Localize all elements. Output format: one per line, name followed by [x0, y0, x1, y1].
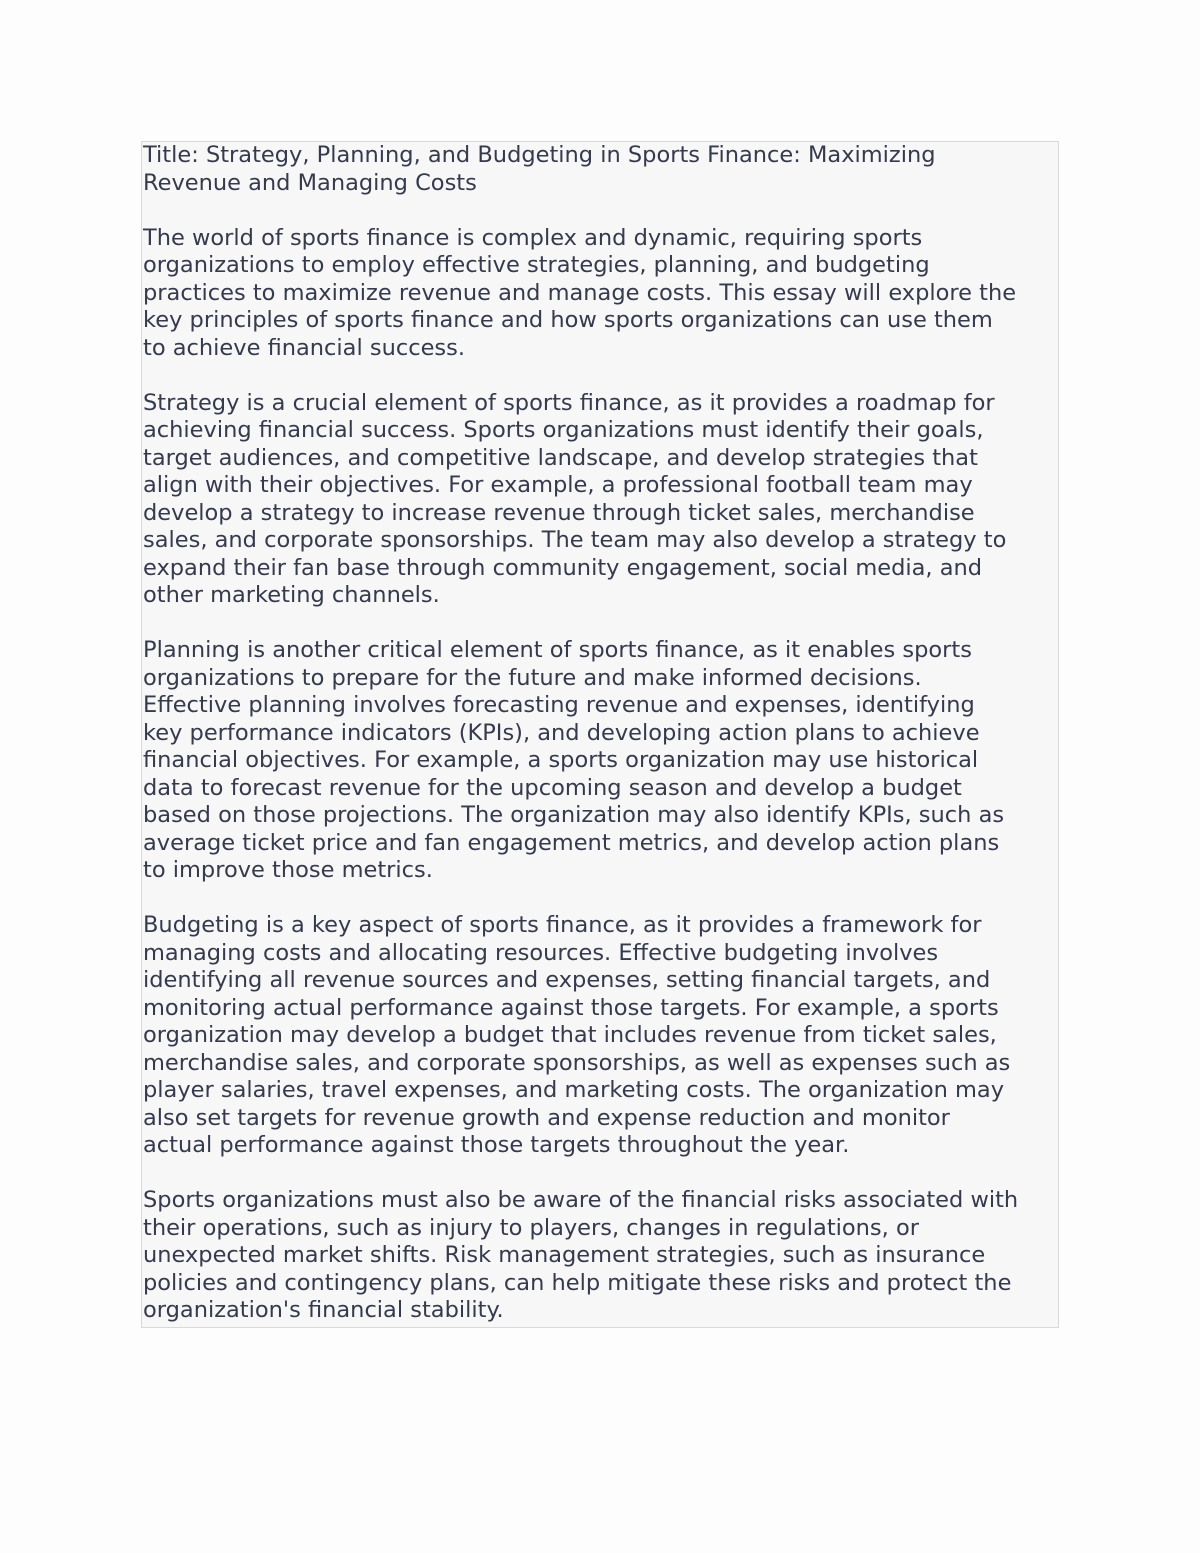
essay-text-box — [141, 141, 1059, 1328]
paragraph-gap — [143, 1160, 1058, 1188]
paragraph-strategy: Strategy is a crucial element of sports finance, as it provides a roadmap for achieving financial success. Sports organizations must identify their goals, target audiences, and competitive landscape, and develop strategies that align with their objectives. For example, a professional football team may develop a strategy to increase revenue through ticket sales, merchandise sales, and corporate sponsorships. The team may also develop a strategy to expand their fan base through community engagement, social media, and other marketing channels. — [143, 389, 1007, 608]
paragraph-risk: Sports organizations must also be aware of the financial risks associated with their operations, such as injury to players, changes in regulations, or unexpected market shifts. Risk management strategies, such as insurance policies and contingency plans, can help mitigate these risks and protect the organization's financial stability. — [143, 1187, 1019, 1323]
paragraph-gap — [143, 362, 1058, 390]
paragraph-gap — [143, 885, 1058, 913]
paragraph-planning: Planning is another critical element of sports finance, as it enables sports organizations to prepare for the future and make informed decisions. Effective planning involves forecasting revenue and expenses, identifying key performance indicators (KPIs), and developing action plans to achieve financial objectives. For example, a sports organization may use historical data to forecast revenue for the upcoming season and develop a budget based on those projections. The organization may also identify KPIs, such as average ticket price and fan engagement metrics, and develop action plans to improve those metrics. — [143, 637, 1005, 883]
paragraph-gap — [143, 197, 1058, 225]
paragraph-gap — [143, 610, 1058, 638]
essay-title: Title: Strategy, Planning, and Budgeting in Sports Finance: Maximizing Revenue and Managing Costs — [143, 142, 936, 196]
paragraph-budgeting: Budgeting is a key aspect of sports finance, as it provides a framework for managing costs and allocating resources. Effective budgeting involves identifying all revenue sources and expenses, setting financial targets, and monitoring actual performance against those targets. For example, a sports organization may develop a budget that includes revenue from ticket sales, merchandise sales, and corporate sponsorships, as well as expenses such as player salaries, travel expenses, and marketing costs. The organization may also set targets for revenue growth and expense reduction and monitor actual performance against those targets throughout the year. — [143, 912, 1011, 1158]
paragraph-intro: The world of sports finance is complex and dynamic, requiring sports organizations to employ effective strategies, planning, and budgeting practices to maximize revenue and manage costs. This essay will explore the key principles of sports finance and how sports organizations can use them to achieve financial success. — [143, 224, 1017, 361]
